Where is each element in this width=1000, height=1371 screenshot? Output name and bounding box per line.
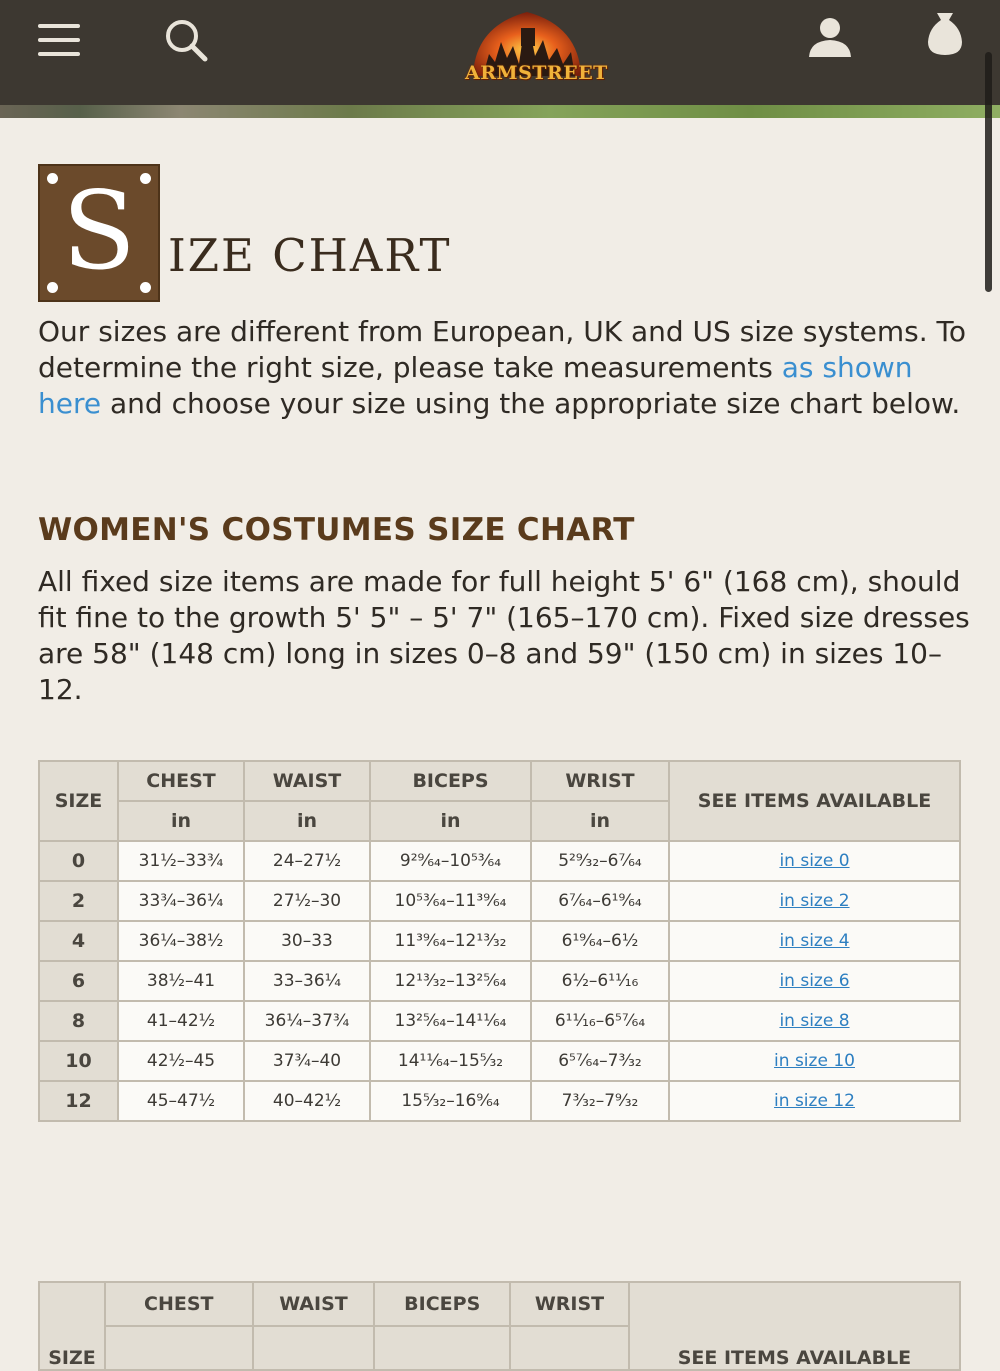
dropcap-letter: S [62, 169, 136, 294]
items-cell [669, 1001, 960, 1041]
biceps-cell: 13²⁵⁄₆₄–14¹¹⁄₆₄ [370, 1001, 531, 1041]
biceps-cell: 15⁵⁄₃₂–16⁹⁄₆₄ [370, 1081, 531, 1121]
search-icon[interactable] [164, 18, 208, 62]
column-header-waist: WAIST [253, 1282, 375, 1326]
womens-section-description: All fixed size items are made for full height 5' 6" (168 cm), should fit fine to the growth 5' 5" – 5' 7" (165–170 cm). Fixed size dresses are 58" (148 cm) long in sizes 0–8 and 59" (150 cm) in sizes 10–12. [38, 565, 970, 706]
unit-header-wrist: in [531, 801, 669, 841]
column-header-items: SEE ITEMS AVAILABLE [629, 1282, 960, 1370]
wrist-cell: 6⁷⁄₆₄–6¹⁹⁄₆₄ [531, 881, 669, 921]
table-row [39, 841, 960, 881]
unit-header-chest: in [118, 801, 244, 841]
title-dropcap [38, 164, 160, 302]
column-header-items: SEE ITEMS AVAILABLE [669, 761, 960, 841]
size-cell: 4 [39, 921, 118, 961]
waist-cell: 40–42½ [244, 1081, 370, 1121]
chest-cell: 31½–33¾ [118, 841, 244, 881]
table-row [39, 1001, 960, 1041]
items-cell [669, 1081, 960, 1121]
wrist-cell: 6¹⁹⁄₆₄–6½ [531, 921, 669, 961]
wrist-cell: 6⁵⁷⁄₆₄–7³⁄₃₂ [531, 1041, 669, 1081]
items-cell [669, 961, 960, 1001]
items-cell [669, 841, 960, 881]
wrist-cell: 5²⁹⁄₃₂–6⁷⁄₆₄ [531, 841, 669, 881]
waist-cell: 36¼–37¾ [244, 1001, 370, 1041]
size-cell: 10 [39, 1041, 118, 1081]
items-size-link[interactable]: in size 0 [779, 851, 850, 871]
table-row [39, 1081, 960, 1121]
column-header-size: SIZE [39, 1282, 105, 1370]
hamburger-menu-icon[interactable] [38, 22, 80, 58]
column-header-wrist: WRIST [510, 1282, 629, 1326]
unit-header-biceps: in [370, 801, 531, 841]
items-size-link[interactable]: in size 12 [774, 1091, 855, 1111]
items-size-link[interactable]: in size 2 [779, 891, 850, 911]
size-cell: 0 [39, 841, 118, 881]
items-size-link[interactable]: in size 6 [779, 971, 850, 991]
waist-cell: 27½–30 [244, 881, 370, 921]
size-cell: 2 [39, 881, 118, 921]
intro-text-before: Our sizes are different from European, UK and US size systems. To determine the right size, please take measurements [38, 315, 966, 384]
column-header-chest: CHEST [118, 761, 244, 801]
wrist-cell: 6¹¹⁄₁₆–6⁵⁷⁄₆₄ [531, 1001, 669, 1041]
hero-image-strip [0, 105, 1000, 118]
table-row [39, 961, 960, 1001]
measurement-guide-link[interactable]: as shown here [38, 351, 913, 420]
wrist-cell: 7³⁄₃₂–7⁹⁄₃₂ [531, 1081, 669, 1121]
waist-cell: 33–36¼ [244, 961, 370, 1001]
biceps-cell: 14¹¹⁄₆₄–15⁵⁄₃₂ [370, 1041, 531, 1081]
top-navigation-bar [0, 0, 1000, 105]
size-cell: 6 [39, 961, 118, 1001]
table-row [39, 1041, 960, 1081]
table-row [39, 881, 960, 921]
chest-cell: 45–47½ [118, 1081, 244, 1121]
womens-size-table [38, 760, 961, 1122]
waist-cell: 30–33 [244, 921, 370, 961]
page-scrollbar[interactable] [985, 52, 992, 292]
second-size-table [38, 1281, 961, 1371]
biceps-cell: 12¹³⁄₃₂–13²⁵⁄₆₄ [370, 961, 531, 1001]
chest-cell: 38½–41 [118, 961, 244, 1001]
items-size-link[interactable]: in size 10 [774, 1051, 855, 1071]
column-header-waist: WAIST [244, 761, 370, 801]
items-size-link[interactable]: in size 8 [779, 1011, 850, 1031]
chest-cell: 36¼–38½ [118, 921, 244, 961]
table-row [39, 921, 960, 961]
user-icon[interactable] [806, 15, 854, 59]
items-cell [669, 1041, 960, 1081]
intro-paragraph [38, 314, 968, 422]
armstreet-logo[interactable] [465, 6, 608, 88]
size-cell: 12 [39, 1081, 118, 1121]
size-cell: 8 [39, 1001, 118, 1041]
logo-text: ARMSTREET [465, 62, 608, 84]
items-cell [669, 921, 960, 961]
column-header-wrist: WRIST [531, 761, 669, 801]
wrist-cell: 6½–6¹¹⁄₁₆ [531, 961, 669, 1001]
chest-cell: 41–42½ [118, 1001, 244, 1041]
column-header-biceps: BICEPS [374, 1282, 510, 1326]
unit-header-waist: in [244, 801, 370, 841]
intro-text-after: and choose your size using the appropriate size chart below. [101, 387, 961, 420]
biceps-cell: 10⁵³⁄₆₄–11³⁹⁄₆₄ [370, 881, 531, 921]
column-header-biceps: BICEPS [370, 761, 531, 801]
biceps-cell: 9²⁹⁄₆₄–10⁵³⁄₆₄ [370, 841, 531, 881]
shopping-bag-icon[interactable] [925, 11, 965, 57]
womens-section-heading: WOMEN'S COSTUMES SIZE CHART [38, 512, 635, 548]
waist-cell: 24–27½ [244, 841, 370, 881]
items-cell [669, 881, 960, 921]
biceps-cell: 11³⁹⁄₆₄–12¹³⁄₃₂ [370, 921, 531, 961]
page-title: IZE CHART [168, 229, 452, 282]
column-header-size: SIZE [39, 761, 118, 841]
items-size-link[interactable]: in size 4 [779, 931, 850, 951]
column-header-chest: CHEST [105, 1282, 253, 1326]
chest-cell: 42½–45 [118, 1041, 244, 1081]
chest-cell: 33¾–36¼ [118, 881, 244, 921]
waist-cell: 37¾–40 [244, 1041, 370, 1081]
